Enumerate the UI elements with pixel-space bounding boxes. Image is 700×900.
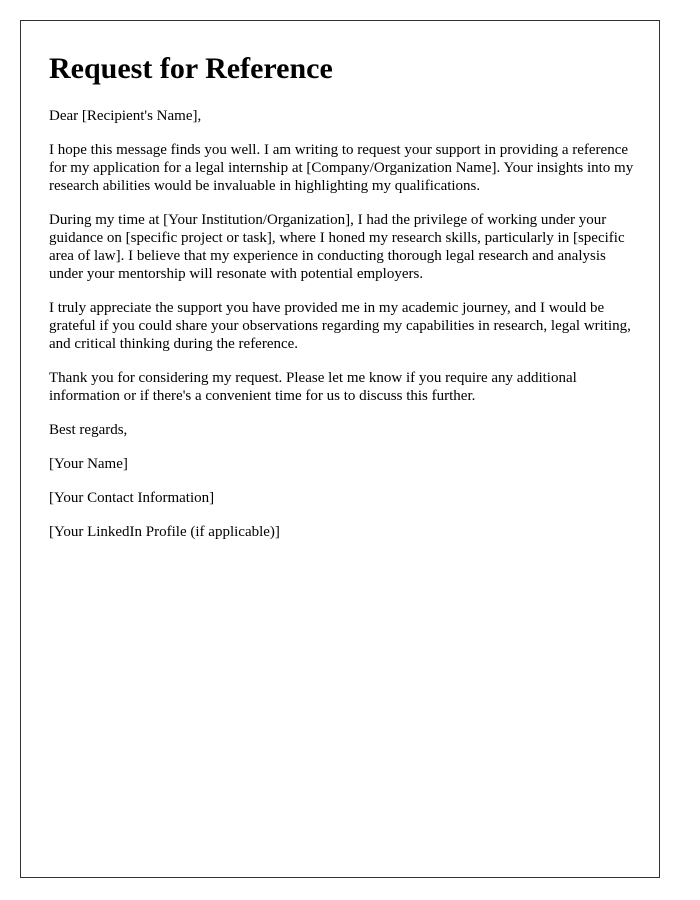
salutation: Dear [Recipient's Name],	[49, 108, 202, 124]
letter-page	[20, 20, 660, 878]
body-paragraph-intro: I hope this message finds you well. I am writing to request your support in providing a reference for my application for a legal internship at [Company/Organization Name]. Your insights into my research abilities would be invaluable in highlighting my qualifications.	[49, 142, 634, 194]
signature-linkedin: [Your LinkedIn Profile (if applicable)]	[49, 524, 280, 540]
body-paragraph-appreciation: I truly appreciate the support you have provided me in my academic journey, and I would be grateful if you could share your observations regarding my capabilities in research, legal writing, and critical thinking during the reference.	[49, 300, 631, 352]
signature-contact: [Your Contact Information]	[49, 490, 215, 506]
signature-name: [Your Name]	[49, 456, 128, 472]
letter-content	[49, 51, 639, 557]
body-paragraph-experience: During my time at [Your Institution/Organization], I had the privilege of working under your guidance on [specific project or task], where I honed my research skills, particularly in [specific area of law]. I believe that my experience in conducting thorough legal research and analysis under your mentorship will resonate with potential employers.	[49, 212, 625, 282]
letter-title: Request for Reference	[49, 52, 333, 85]
body-paragraph-thanks: Thank you for considering my request. Please let me know if you require any additional information or if there's a convenient time for us to discuss this further.	[49, 370, 577, 404]
closing: Best regards,	[49, 422, 128, 438]
